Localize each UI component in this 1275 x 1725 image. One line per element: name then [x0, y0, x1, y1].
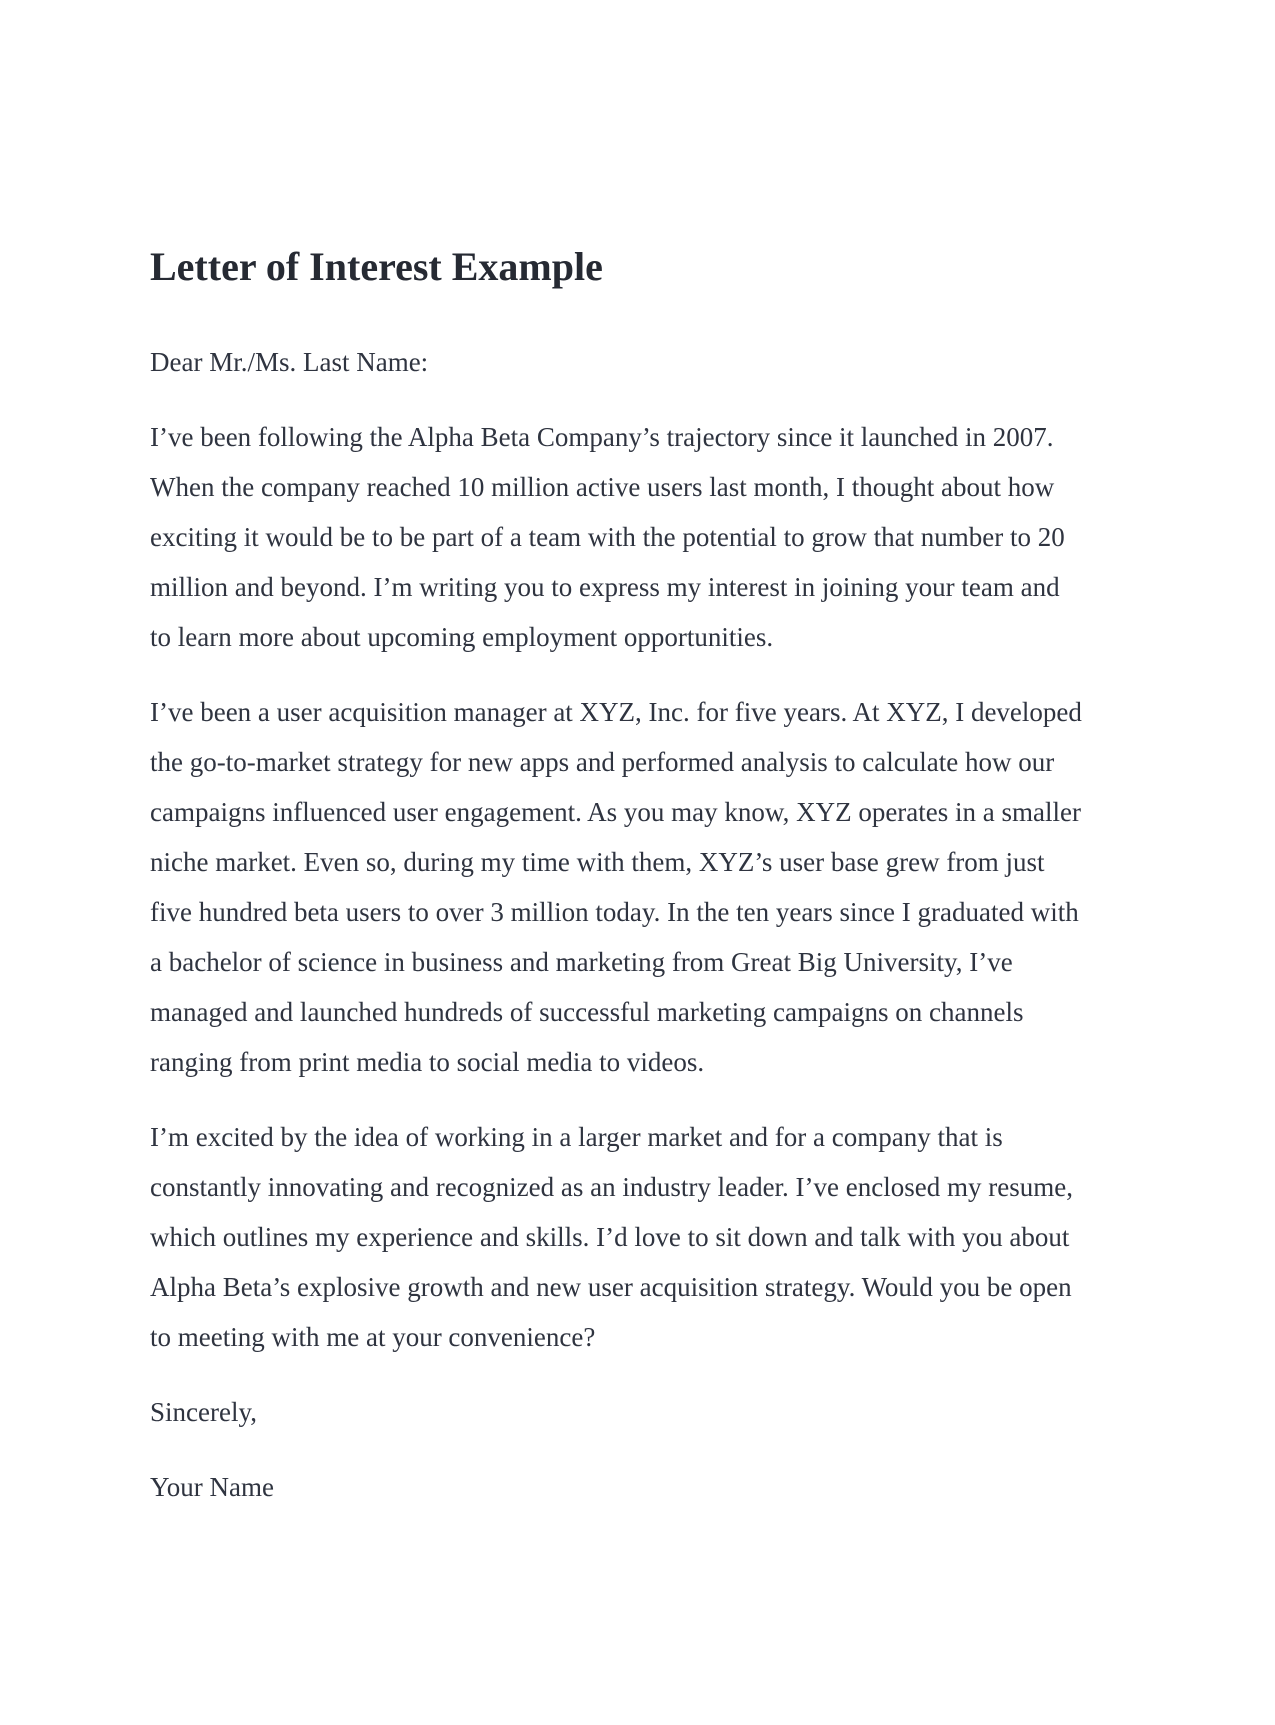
paragraph-line: exciting it would be to be part of a team with the potential to grow that number to 20 — [150, 522, 1065, 552]
paragraph-line: niche market. Even so, during my time with them, XYZ’s user base grew from just — [150, 847, 1045, 877]
paragraph-line: million and beyond. I’m writing you to express my interest in joining your team and — [150, 572, 1060, 602]
paragraph-line: five hundred beta users to over 3 million today. In the ten years since I graduated with — [150, 897, 1079, 927]
paragraph-line: managed and launched hundreds of successful marketing campaigns on channels — [150, 997, 1024, 1027]
paragraph-line: When the company reached 10 million active users last month, I thought about how — [150, 472, 1055, 502]
paragraph-line: ranging from print media to social media to videos. — [150, 1047, 705, 1077]
paragraph-line: I’m excited by the idea of working in a larger market and for a company that is — [150, 1122, 1003, 1152]
paragraph-line: campaigns influenced user engagement. As you may know, XYZ operates in a smaller — [150, 797, 1081, 827]
letter-body — [150, 242, 1140, 1512]
closing: Sincerely, — [150, 1397, 257, 1427]
paragraph-line: a bachelor of science in business and marketing from Great Big University, I’ve — [150, 947, 1013, 977]
paragraph-line: I’ve been following the Alpha Beta Company’s trajectory since it launched in 2007. — [150, 422, 1054, 452]
signature: Your Name — [150, 1472, 275, 1502]
paragraph-line: the go-to-market strategy for new apps and performed analysis to calculate how our — [150, 747, 1055, 777]
paragraph-1 — [150, 412, 1140, 662]
paragraph-line: to learn more about upcoming employment opportunities. — [150, 622, 774, 652]
paragraph-line: constantly innovating and recognized as an industry leader. I’ve enclosed my resume, — [150, 1172, 1073, 1202]
paragraph-line: which outlines my experience and skills. I’d love to sit down and talk with you about — [150, 1222, 1070, 1252]
paragraph-line: to meeting with me at your convenience? — [150, 1322, 596, 1352]
paragraph-line: Alpha Beta’s explosive growth and new user acquisition strategy. Would you be open — [150, 1272, 1072, 1302]
salutation: Dear Mr./Ms. Last Name: — [150, 347, 429, 377]
paragraph-line: I’ve been a user acquisition manager at XYZ, Inc. for five years. At XYZ, I developed — [150, 697, 1082, 727]
paragraph-2 — [150, 687, 1140, 1087]
paragraph-3 — [150, 1112, 1140, 1362]
page-title: Letter of Interest Example — [150, 244, 603, 289]
